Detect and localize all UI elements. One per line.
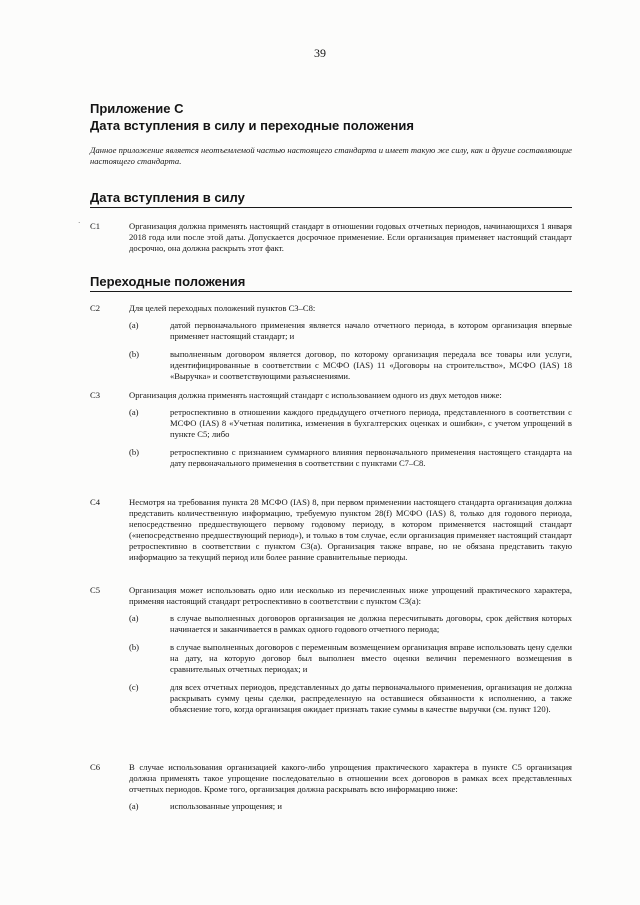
paragraph-text: Организация должна применять настоящий стандарт с использованием одного из двух методов ниже: — [129, 390, 502, 400]
paragraph-c3 — [90, 390, 572, 469]
item-letter: (a) — [129, 613, 139, 623]
list-item — [129, 801, 572, 812]
paragraph-number: C2 — [90, 303, 101, 313]
list-item — [129, 642, 572, 675]
list-item — [129, 349, 572, 382]
paragraph-text: Для целей переходных положений пунктов С3–С8: — [129, 303, 316, 313]
paragraph-number: C6 — [90, 762, 101, 772]
section-heading-effective-date: Дата вступления в силу — [90, 190, 572, 208]
item-letter: (b) — [129, 447, 140, 457]
item-text: в случае выполненных договоров с переменным возмещением организация вправе использовать цену сделки на дату, на которую договор был выполнен вместо оценки величин переменного возмещения в сравнительных отчетных периодах; и — [170, 642, 572, 674]
list-item — [129, 320, 572, 342]
paragraph-number: C5 — [90, 585, 101, 595]
item-letter: (a) — [129, 407, 139, 417]
paragraph-number: C4 — [90, 497, 101, 507]
item-text: использованные упрощения; и — [170, 801, 282, 811]
item-letter: (a) — [129, 320, 139, 330]
item-text: датой первоначального применения является начало отчетного периода, в котором организация впервые применяет настоящий стандарт; и — [170, 320, 572, 341]
scan-mark: · — [78, 219, 81, 227]
item-text: для всех отчетных периодов, представленных до даты первоначального применения, организация не должна раскрывать сумму цены сделки, распределенную на оставшиеся обязанности к исполнению, а также объяснение того, когда организация ожидает признать такие суммы в качестве выручки (см. пункт 120). — [170, 682, 572, 714]
paragraph-number: C1 — [90, 221, 101, 231]
paragraph-c5 — [90, 585, 572, 715]
list-item — [129, 447, 572, 469]
paragraph-c4 — [90, 497, 572, 563]
paragraph-text: Несмотря на требования пункта 28 МСФО (IAS) 8, при первом применении настоящего стандарта организация должна представить количественную информацию, требуемую пунктом 28(f) МСФО (IAS) 8, только для годового периода, непосредственно предшествующего первому годовому периоду, в котором применяется настоящий стандарт («непосредственно предшествующий период»), и только в том случае, если организация применяет настоящий стандарт ретроспективно в соответствии с пунктом С3(a). Организация также вправе, но не обязана представить такую информацию за текущий период или более ранние сравнительные периоды. — [129, 497, 572, 562]
paragraph-c2 — [90, 303, 572, 382]
item-letter: (b) — [129, 349, 140, 359]
list-item — [129, 407, 572, 440]
item-text: ретроспективно с признанием суммарного влияния первоначального применения настоящего стандарта на дату первоначального применения в соответствии с пунктами С7–С8. — [170, 447, 572, 468]
appendix-title: Дата вступления в силу и переходные положения — [90, 118, 414, 133]
item-letter: (b) — [129, 642, 140, 652]
page-number: 39 — [314, 46, 326, 60]
paragraph-text: В случае использования организацией какого-либо упрощения практического характера в пункте С5 организация должна применять такое упрощение последовательно в отношении всех договоров в рамках всех представленных отчетных периодов. Кроме того, организация должна раскрывать всю информацию ниже: — [129, 762, 572, 794]
item-text: выполненным договором является договор, по которому организация передала все товары или услуги, идентифицированные в соответствии с МСФО (IAS) 11 «Договоры на строительство», МСФО (IAS) 18 «Выручка» и соответствующими разъяснениями. — [170, 349, 572, 381]
paragraph-number: C3 — [90, 390, 101, 400]
item-text: ретроспективно в отношении каждого предыдущего отчетного периода, представленного в соответствии с МСФО (IAS) 8 «Учетная политика, изменения в бухгалтерских оценках и ошибки», с учетом упрощений в пункте С5; либо — [170, 407, 572, 439]
item-text: в случае выполненных договоров организация не должна пересчитывать договоры, срок действия которых начинается и заканчивается в рамках одного годового отчетного периода; — [170, 613, 572, 634]
item-letter: (a) — [129, 801, 139, 811]
appendix-heading — [90, 100, 570, 134]
paragraph-c6 — [90, 762, 572, 812]
paragraph-text: Организация может использовать одно или несколько из перечисленных ниже упрощений практического характера, применяя настоящий стандарт ретроспективно в соответствии с пунктом С3(a): — [129, 585, 572, 606]
item-letter: (c) — [129, 682, 139, 692]
appendix-label: Приложение С — [90, 101, 184, 116]
paragraph-c1 — [90, 221, 572, 254]
appendix-intro-note: Данное приложение является неотъемлемой частью настоящего стандарта и имеет такую же силу, как и другие составляющие настоящего стандарта. — [90, 145, 572, 166]
section-heading-transition: Переходные положения — [90, 274, 572, 292]
list-item — [129, 682, 572, 715]
paragraph-text: Организация должна применять настоящий стандарт в отношении годовых отчетных периодов, начинающихся 1 января 2018 года или после этой даты. Допускается досрочное применение. Если организация применяет настоящий стандарт досрочно, она должна раскрыть этот факт. — [129, 221, 572, 253]
list-item — [129, 613, 572, 635]
